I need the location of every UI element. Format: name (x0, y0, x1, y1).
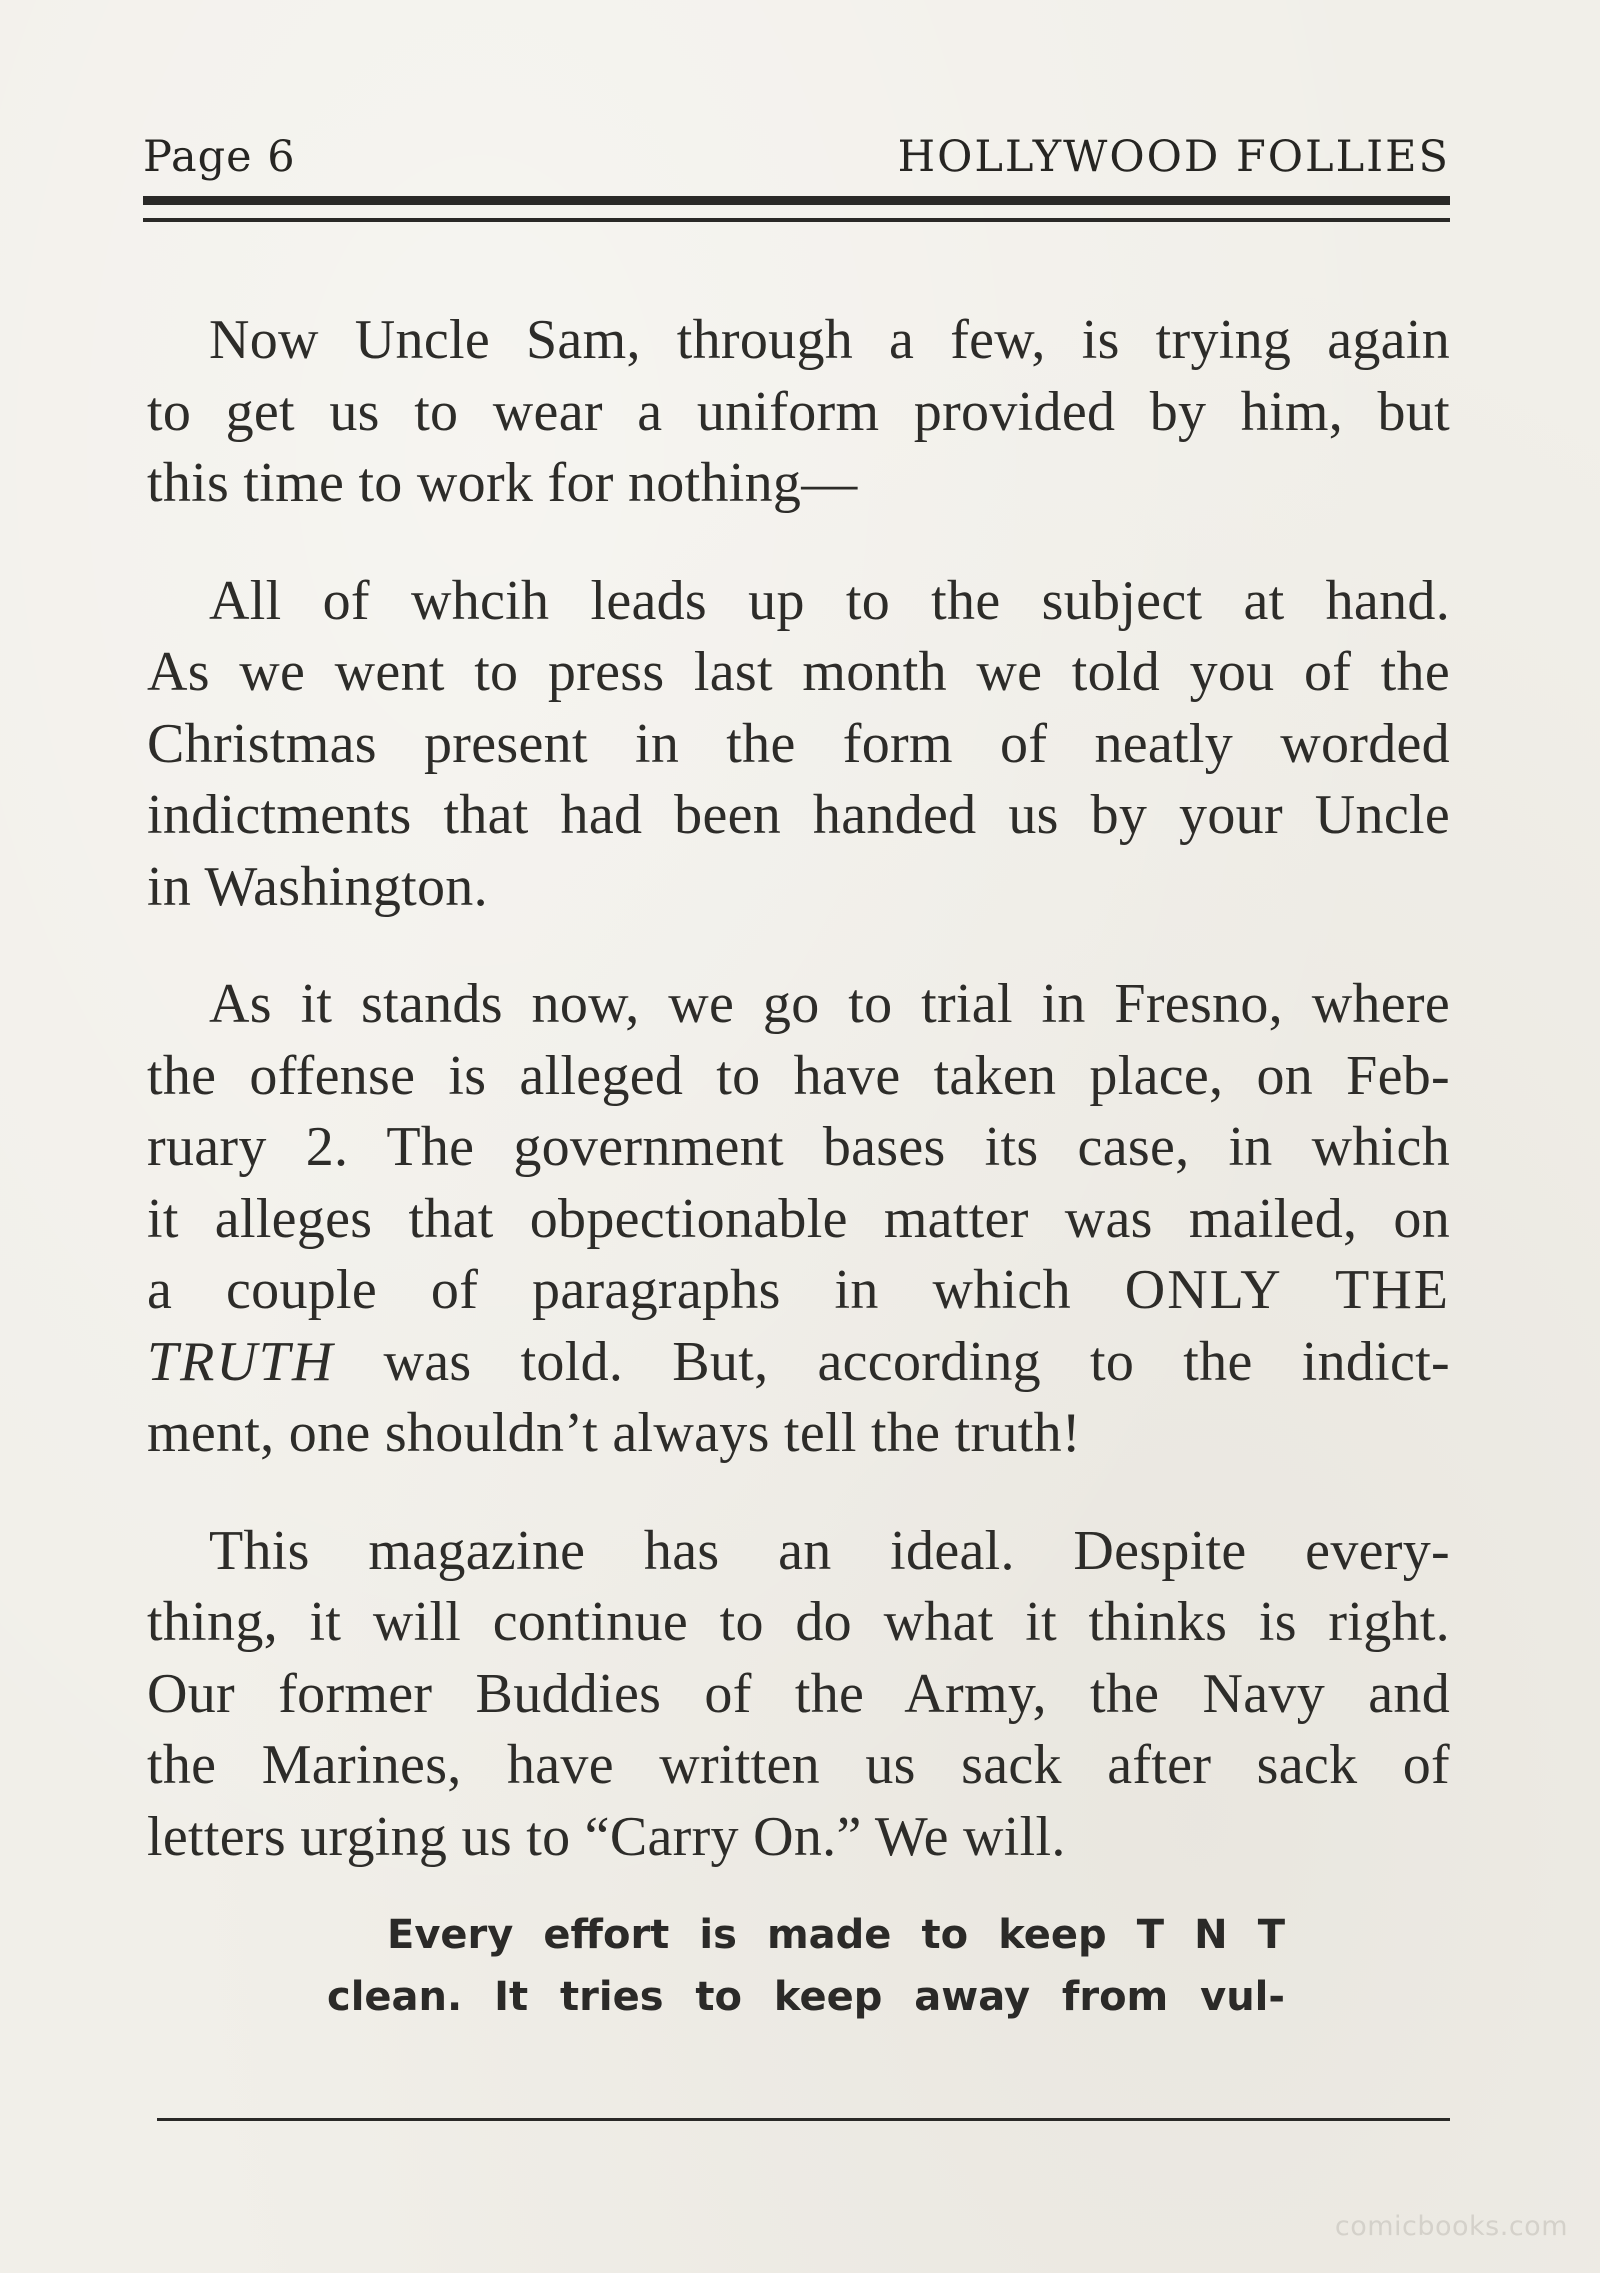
text-line: the Marines, have written us sack after sack of (147, 1734, 1450, 1796)
text-line: letters urging us to “Carry On.” We will. (147, 1805, 1066, 1868)
text-line: This magazine has an ideal. Despite every- (209, 1519, 1450, 1582)
running-title: HOLLYWOOD FOLLIES (897, 132, 1450, 182)
watermark: comicbooks.com (1334, 2211, 1568, 2242)
note-line: clean. It tries to keep away from vul- (327, 1974, 1285, 2020)
text-line: Christmas present in the form of neatly worded (147, 712, 1450, 775)
text-line: Our former Buddies of the Army, the Navy and (147, 1662, 1450, 1725)
text-line: to get us to wear a uniform provided by him, but (147, 380, 1450, 443)
text-run: was told. But, according to the indict- (334, 1330, 1450, 1393)
paragraph-4 (147, 1516, 1450, 1874)
text-line (147, 1327, 1450, 1399)
emphasis-caps: ONLY THE (1124, 1259, 1450, 1321)
text-line: Now Uncle Sam, through a few, is trying again (209, 309, 1450, 371)
page-number: Page 6 (143, 132, 296, 182)
header-rule-thin (143, 218, 1450, 222)
emphasis-italic: TRUTH (147, 1330, 335, 1393)
text-line: thing, it will continue to do what it thinks is right. (147, 1591, 1450, 1653)
text-line: ment, one shouldn’t always tell the truth! (147, 1402, 1081, 1464)
page-header (143, 132, 1450, 192)
text-line: ruary 2. The government bases its case, in which (147, 1116, 1450, 1178)
text-line: this time to work for nothing— (147, 452, 858, 514)
text-line: indictments that had been handed us by your Uncle (147, 784, 1450, 846)
text-run: a couple of paragraphs in which (147, 1259, 1125, 1321)
text-line: As we went to press last month we told you of the (147, 641, 1450, 703)
paragraph-2 (147, 566, 1450, 924)
text-line: it alleges that obpectionable matter was mailed, on (147, 1187, 1450, 1250)
text-line (147, 1255, 1450, 1327)
bold-note (327, 1904, 1285, 2028)
article-body (147, 305, 1450, 1919)
note-line: Every effort is made to keep T N T (387, 1912, 1285, 1958)
text-line: the offense is alleged to have taken place, on Feb- (147, 1044, 1450, 1107)
footer-rule (157, 2118, 1450, 2121)
paragraph-1 (147, 305, 1450, 520)
text-line: in Washington. (147, 855, 488, 918)
text-line: As it stands now, we go to trial in Fresno, where (209, 973, 1450, 1035)
text-line: All of whcih leads up to the subject at hand. (209, 569, 1450, 632)
paragraph-3 (147, 969, 1450, 1470)
header-rule-thick (143, 196, 1450, 205)
